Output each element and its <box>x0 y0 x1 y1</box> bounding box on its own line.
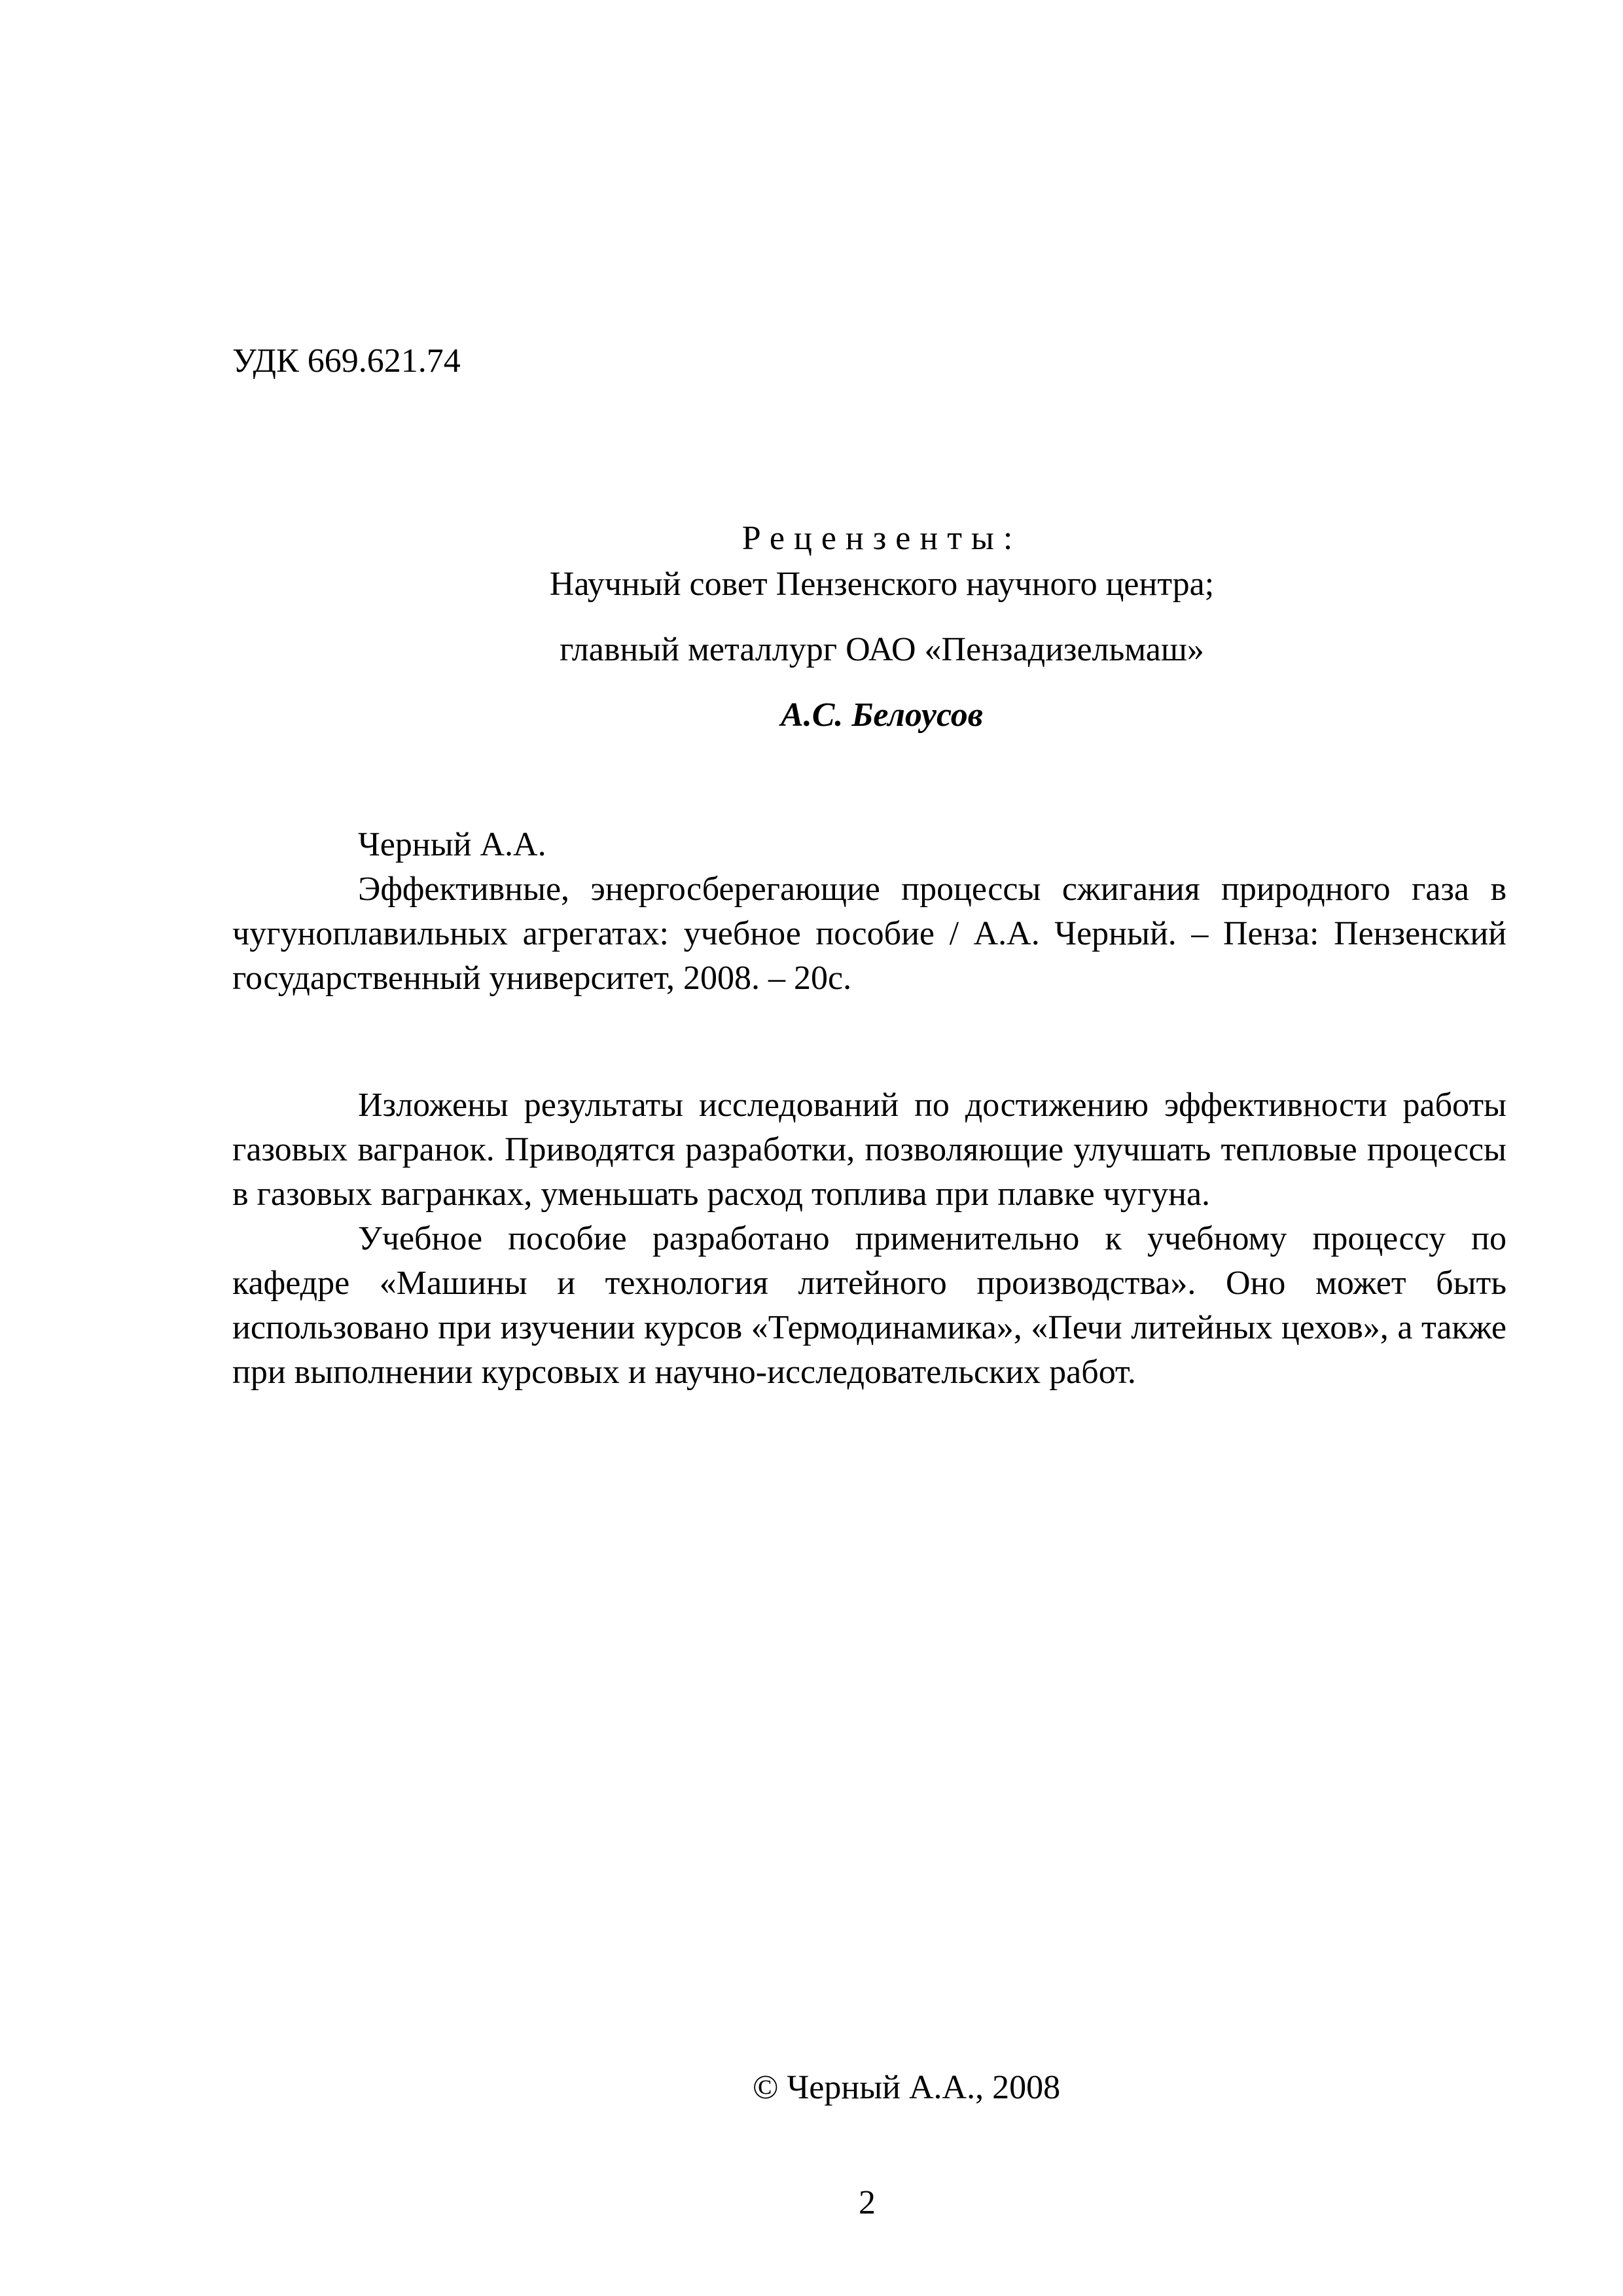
reviewer-name: А.С. Белоусов <box>781 696 983 734</box>
abstract-paragraph: Изложены результаты исследований по достижению эффективности работы газовых вагранок. Приводятся разработки, позволяющие улучшать тепловые процессы в газовых вагранках, уменьшать расход топлива при плавке чугуна. <box>232 1086 1507 1213</box>
udk-code: УДК 669.621.74 <box>232 342 461 380</box>
copyright-notice: © Черный А.А., 2008 <box>753 2069 1061 2106</box>
bibliographic-author: Черный А.А. <box>358 826 546 863</box>
reviewer-organization: Научный совет Пензенского научного центра; <box>549 565 1215 603</box>
bibliographic-description: Эффективные, энергосберегающие процессы сжигания природного газа в чугуноплавильных агрегатах: учебное пособие / А.А. Черный. – Пенза: Пензенский государственный университет, 2008. – 20с. <box>232 870 1507 997</box>
reviewers-heading: Рецензенты: <box>741 520 1022 557</box>
bibliographic-record <box>232 823 1507 1001</box>
abstract-paragraph: Учебное пособие разработано применительно к учебному процессу по кафедре «Машины и технология литейного производства». Оно может быть использовано при изучении курсов «Термодинамика», «Печи литейных цехов», а также при выполнении курсовых и научно-исследовательских работ. <box>232 1220 1507 1391</box>
reviewer-position: главный металлург ОАО «Пензадизельмаш» <box>560 631 1204 668</box>
abstract <box>232 1083 1507 1395</box>
page-number: 2 <box>859 2184 876 2221</box>
